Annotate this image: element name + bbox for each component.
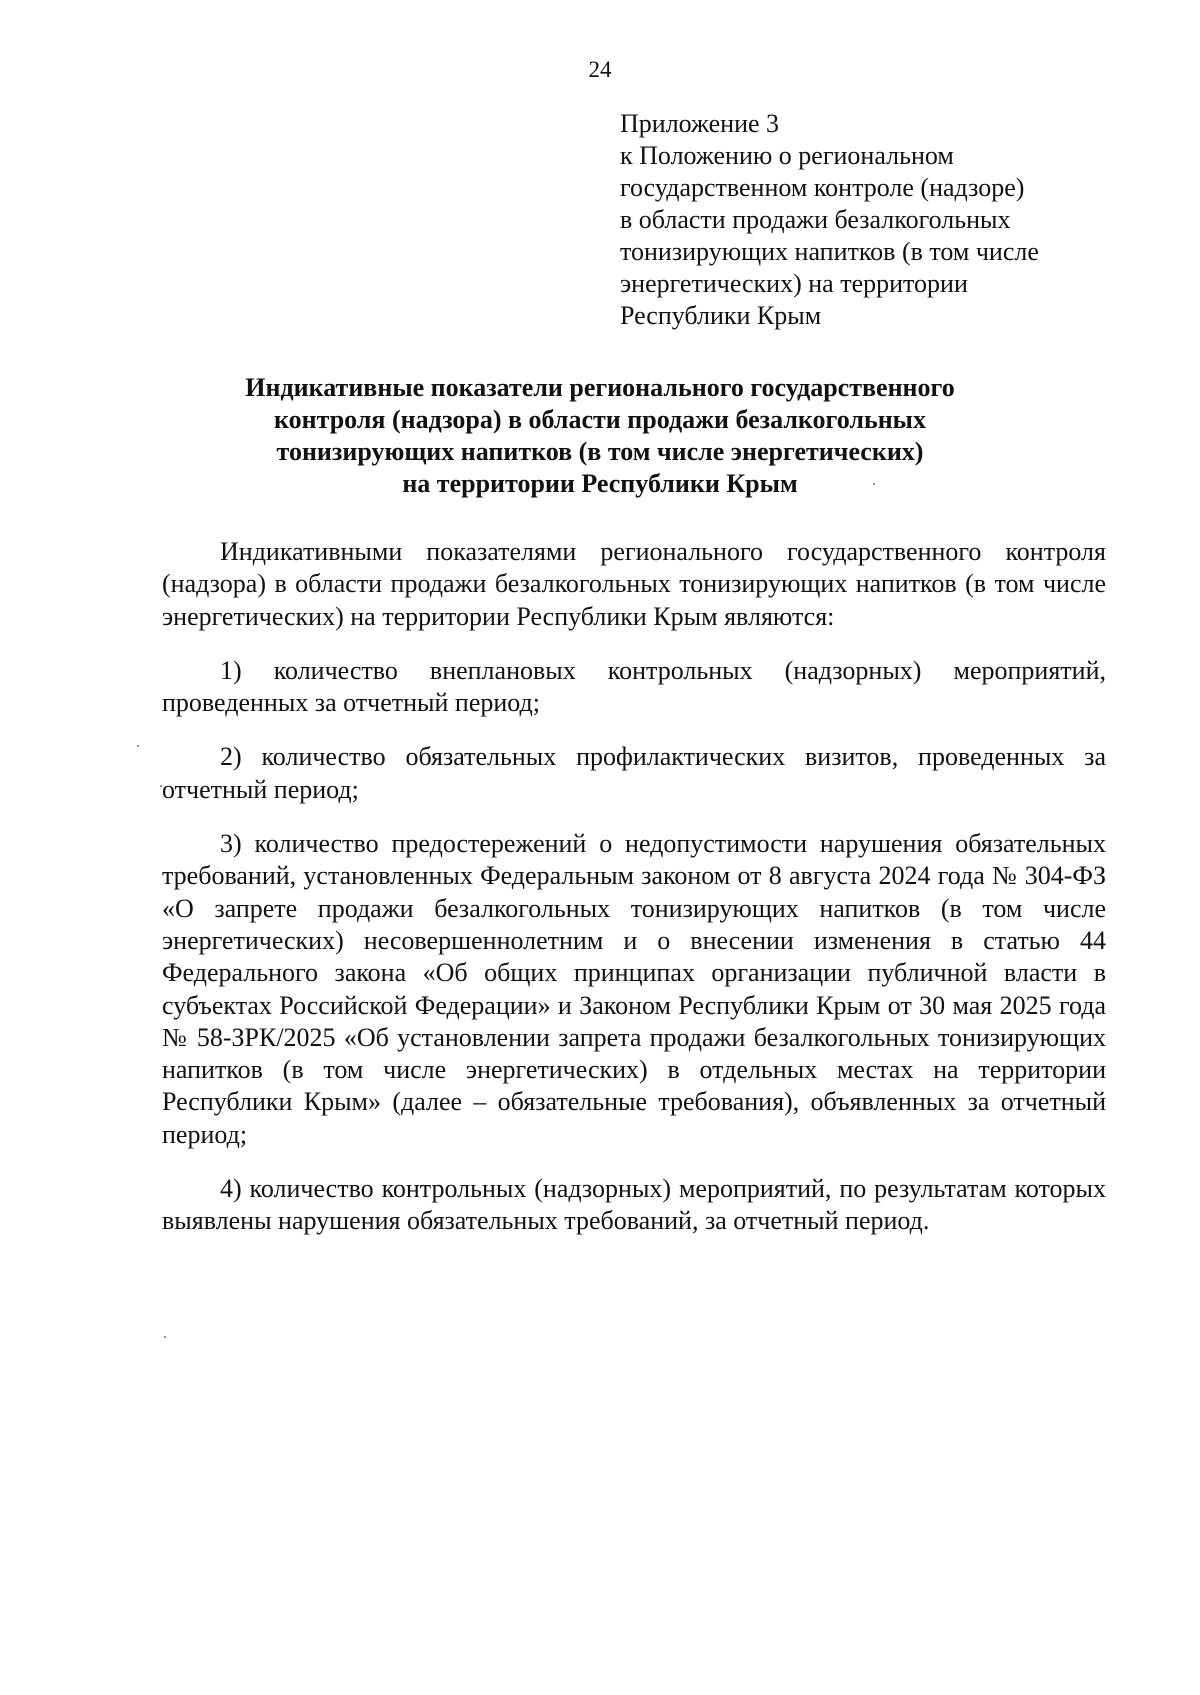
document-title bbox=[150, 372, 1050, 500]
title-line: тонизирующих напитков (в том числе энергетических) bbox=[276, 437, 924, 466]
title-line: Индикативные показатели регионального государственного bbox=[245, 373, 955, 402]
appendix-line: Республики Крым bbox=[620, 301, 822, 330]
scan-speck bbox=[160, 785, 162, 787]
appendix-line: в области продажи безалкогольных bbox=[620, 205, 1011, 234]
list-item-3: 3) количество предостережений о недопустимости нарушения обязательных требований, установленных Федеральным законом от 8 августа 2024 года № 304-ФЗ «О запрете продажи безалкогольных тонизирующих напитков (в том числе энергетических) несовершеннолетним и о внесении изменения в статью 44 Федерального закона «Об общих принципах организации публичной власти в субъектах Российской Федерации» и Законом Республики Крым от 30 мая 2025 года № 58-ЗРК/2025 «Об установлении запрета продажи безалкогольных тонизирующих напитков (в том числе энергетических) в отдельных местах на территории Республики Крым» (далее – обязательные требования), объявленных за отчетный период; bbox=[162, 829, 1106, 1149]
page-number: 24 bbox=[588, 57, 612, 82]
appendix-header bbox=[620, 108, 1160, 332]
appendix-line: энергетических) на территории bbox=[620, 269, 968, 298]
scan-speck bbox=[873, 483, 875, 485]
document-body bbox=[162, 536, 1106, 1238]
appendix-line: государственном контроле (надзоре) bbox=[620, 173, 1025, 202]
appendix-line: Приложение 3 bbox=[620, 109, 780, 138]
scan-speck bbox=[137, 745, 139, 747]
list-item-1: 1) количество внеплановых контрольных (надзорных) мероприятий, проведенных за отчетный период; bbox=[162, 655, 1106, 718]
appendix-line: тонизирующих напитков (в том числе bbox=[620, 237, 1039, 266]
scan-speck bbox=[164, 1336, 166, 1338]
list-item-2: 2) количество обязательных профилактических визитов, проведенных за отчетный период; bbox=[162, 742, 1106, 804]
title-line: контроля (надзора) в области продажи безалкогольных bbox=[274, 405, 926, 434]
appendix-line: к Положению о региональном bbox=[620, 141, 954, 170]
title-line: на территории Республики Крым bbox=[402, 469, 798, 498]
list-item-4: 4) количество контрольных (надзорных) мероприятий, по результатам которых выявлены нарушения обязательных требований, за отчетный период. bbox=[162, 1174, 1106, 1236]
intro-paragraph: Индикативными показателями регионального государственного контроля (надзора) в области продажи безалкогольных тонизирующих напитков (в том числе энергетических) на территории Республики Крым являются: bbox=[162, 537, 1106, 631]
